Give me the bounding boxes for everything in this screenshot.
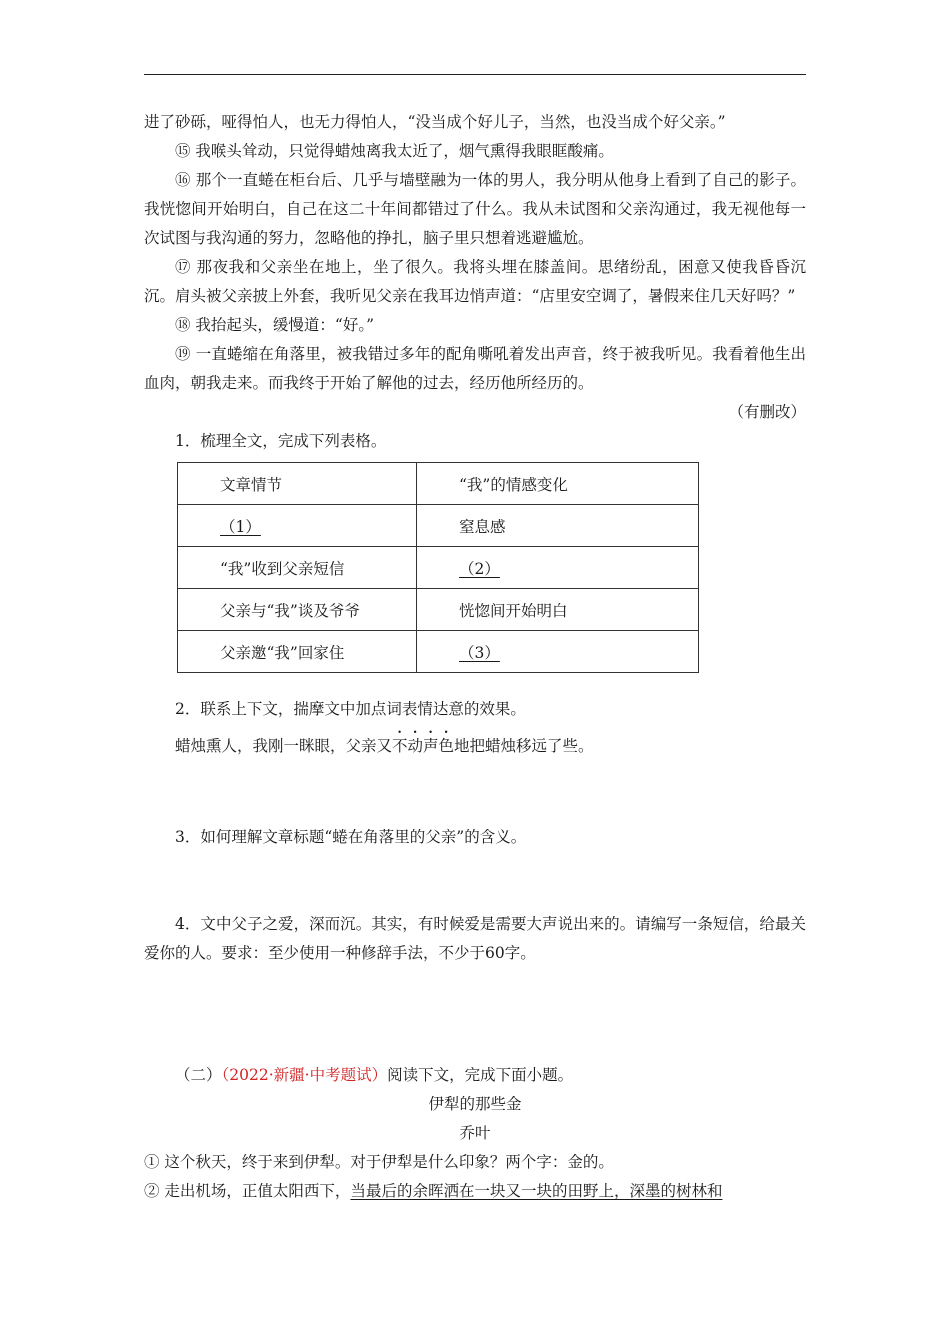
paragraph-continued: 进了砂砾，哑得怕人，也无力得怕人，“没当成个好儿子，当然，也没当成个好父亲。” — [144, 113, 726, 131]
paragraph-18: ⑱ 我抬起头，缓慢道：“好。” — [175, 316, 375, 334]
blank-1[interactable]: （1） — [220, 517, 261, 536]
table-row — [178, 589, 699, 631]
underlined-sentence: 当最后的余晖洒在一块又一块的田野上，深墨的树林和 — [350, 1182, 723, 1200]
document-page — [144, 108, 806, 1206]
source-note: （有删改） — [728, 403, 806, 421]
sentence-text: 地把蜡烛移远了些。 — [454, 737, 594, 755]
plot-emotion-table — [177, 462, 699, 673]
table-row — [178, 505, 699, 547]
table-header-cell: 文章情节 — [178, 463, 417, 505]
question-3-prompt: 3．如何理解文章标题“蜷在角落里的父亲”的含义。 — [175, 828, 527, 846]
article-title: 伊犁的那些金 — [428, 1095, 522, 1113]
table-header-cell: “我”的情感变化 — [417, 463, 699, 505]
blank-3[interactable]: （3） — [459, 643, 500, 662]
question-4-prompt: 4．文中父子之爱，深而沉。其实，有时候爱是需要大声说出来的。请编写一条短信，给最关爱你的人。要求：至少使用一种修辞手法，不少于60字。 — [144, 915, 806, 962]
table-cell: 窒息感 — [417, 505, 699, 547]
paragraph-19: ⑲ 一直蜷缩在角落里，被我错过多年的配角嘶吼着发出声音，终于被我听见。我看着他生出血肉，朝我走来。而我终于开始了解他的过去，经历他所经历的。 — [144, 345, 806, 392]
blank-2[interactable]: （2） — [459, 559, 500, 578]
sentence-text: 蜡烛熏人，我刚一眯眼，父亲又 — [175, 737, 393, 755]
paragraph-text: ② 走出机场，正值太阳西下， — [144, 1182, 351, 1200]
exam-source: （2022·新疆·中考题试） — [221, 1066, 388, 1084]
section-2-heading — [144, 1061, 806, 1090]
table-row — [178, 631, 699, 673]
table-row — [178, 547, 699, 589]
header-rule — [144, 74, 806, 75]
section-label: （二） — [175, 1066, 222, 1084]
table-cell: 恍惚间开始明白 — [417, 589, 699, 631]
dotted-word: 不动声色 — [392, 737, 455, 755]
article-paragraph-2 — [144, 1177, 806, 1206]
paragraph-17: ⑰ 那夜我和父亲坐在地上，坐了很久。我将头埋在膝盖间。思绪纷乱，困意又使我昏昏沉沉。肩头被父亲披上外套，我听见父亲在我耳边悄声道：“店里安空调了，暑假来住几天好吗？” — [144, 258, 806, 305]
table-header-row — [178, 463, 699, 505]
question-2-prompt: 2．联系上下文，揣摩文中加点词表情达意的效果。 — [175, 700, 526, 718]
article-author: 乔叶 — [459, 1124, 491, 1142]
paragraph-16: ⑯ 那个一直蜷在柜台后、几乎与墙壁融为一体的男人，我分明从他身上看到了自己的影子。我恍惚间开始明白，自己在这二十年间都错过了什么。我从未试图和父亲沟通过，我无视他每一次试图与我沟通的努力，忽略他的挣扎，脑子里只想着逃避尴尬。 — [144, 171, 806, 247]
question-1-prompt: 1．梳理全文，完成下列表格。 — [175, 432, 387, 450]
section-instruction: 阅读下文，完成下面小题。 — [387, 1066, 574, 1084]
article-paragraph-1: ① 这个秋天，终于来到伊犁。对于伊犁是什么印象？两个字：金的。 — [144, 1153, 614, 1171]
table-cell: 父亲与“我”谈及爷爷 — [178, 589, 417, 631]
table-cell: 父亲邀“我”回家住 — [178, 631, 417, 673]
table-cell: “我”收到父亲短信 — [178, 547, 417, 589]
paragraph-15: ⑮ 我喉头耸动，只觉得蜡烛离我太近了，烟气熏得我眼眶酸痛。 — [175, 142, 614, 160]
question-2-sentence — [144, 728, 806, 761]
